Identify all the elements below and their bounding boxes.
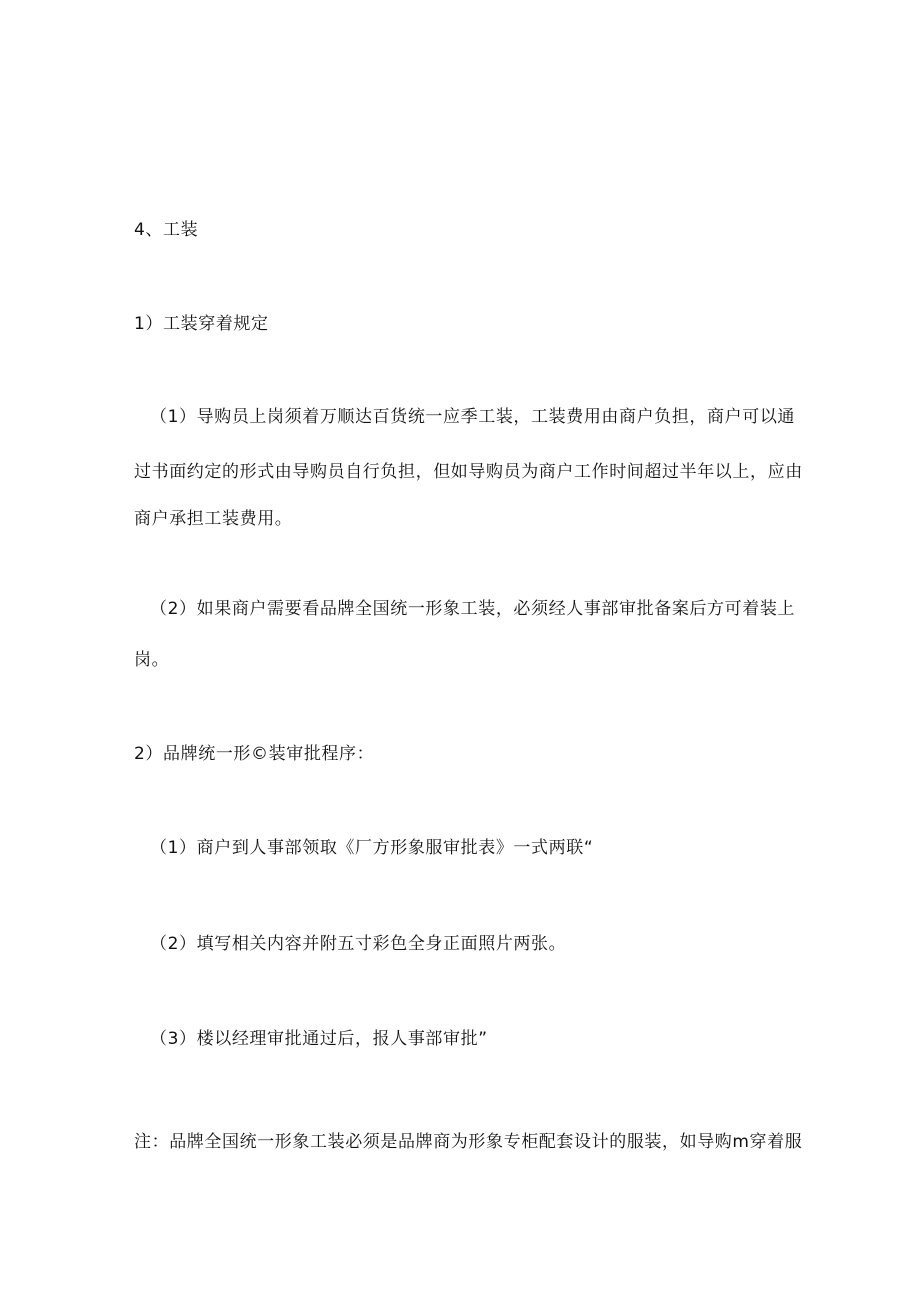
- subsection-heading-uniform-rules: 1）工装穿着规定: [134, 314, 269, 334]
- paragraph-line: 岗。: [134, 650, 170, 670]
- list-item: （3）楼以经理审批通过后，报人事部审批”: [150, 1029, 488, 1049]
- paragraph-line: （2）如果商户需要看品牌全国统一形象工装，必须经人事部审批备案后方可着装上: [150, 599, 796, 619]
- paragraph-line: （1）导购员上岗须着万顺达百货统一应季工装，工装费用由商户负担，商户可以通: [150, 407, 796, 427]
- list-item: （1）商户到人事部领取《厂方形象服审批表》一式两联“: [150, 838, 594, 858]
- note-paragraph: 注：品牌全国统一形象工装必须是品牌商为形象专柜配套设计的服装，如导购m穿着服: [134, 1132, 803, 1152]
- paragraph-line: 过书面约定的形式由导购员自行负担，但如导购员为商户工作时间超过半年以上，应由: [134, 462, 803, 482]
- subsection-heading-approval-procedure: 2）品牌统一形©装审批程序：: [134, 744, 375, 764]
- list-item: （2）填写相关内容并附五寸彩色全身正面照片两张。: [150, 934, 567, 954]
- section-heading: 4、工装: [134, 220, 199, 240]
- paragraph-line: 商户承担工装费用。: [134, 509, 293, 529]
